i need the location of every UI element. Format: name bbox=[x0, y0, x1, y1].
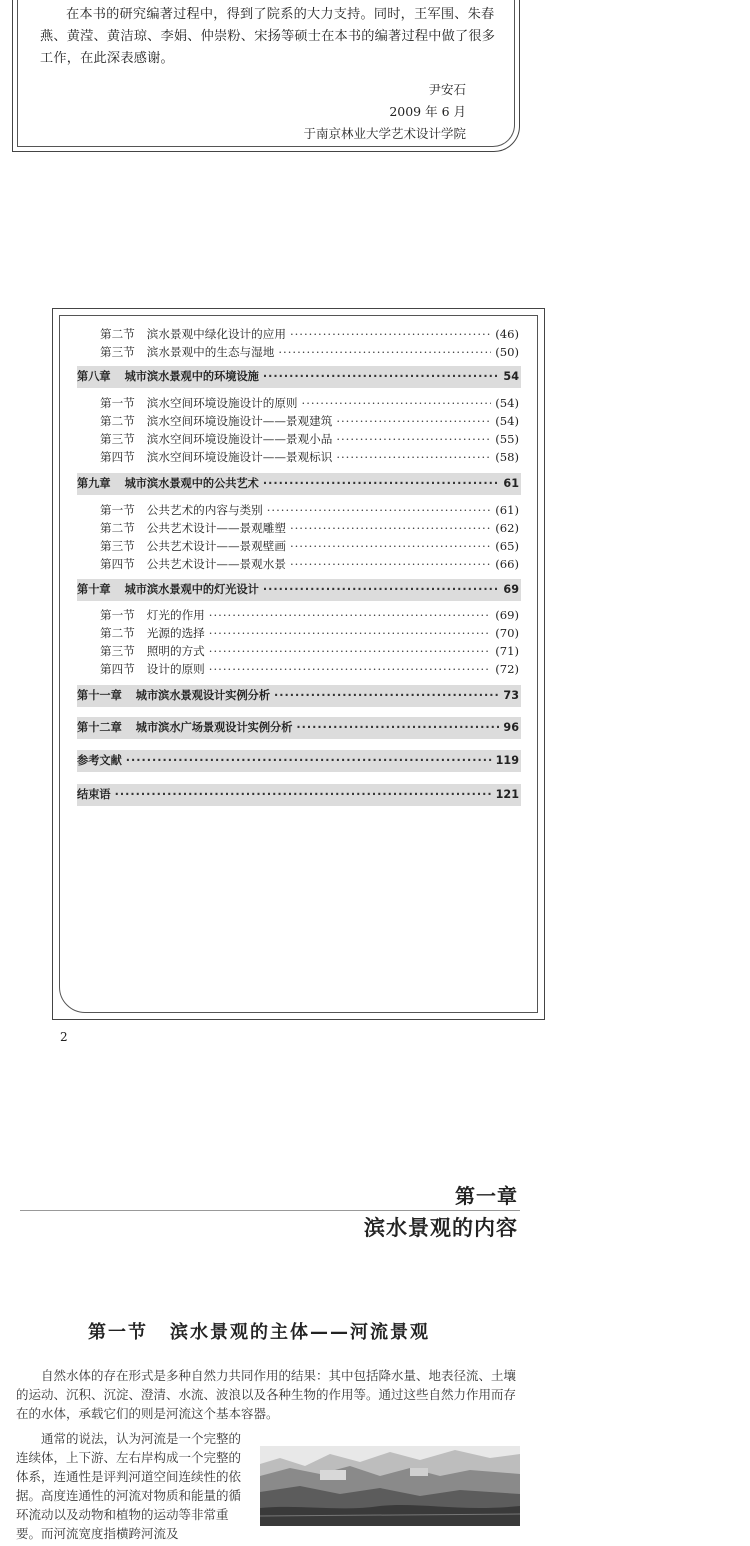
toc-entry-title: 滨水空间环境设施设计的原则 bbox=[146, 396, 298, 410]
toc-entry-title: 滨水空间环境设施设计——景观建筑 bbox=[146, 414, 333, 428]
toc-entry-title: 公共艺术设计——景观雕塑 bbox=[146, 521, 286, 535]
toc-entry-page: (55) bbox=[495, 432, 519, 446]
preface-text: 在本书的研究编著过程中，得到了院系的大力支持。同时，王军围、朱春燕、黄滢、黄洁琼、李娟、仲崇粉、宋扬等硕士在本书的编著过程中做了很多工作，在此深表感谢。 bbox=[40, 7, 496, 66]
toc-entry-number: 第三节 bbox=[100, 432, 135, 446]
toc-entry-page: (66) bbox=[495, 557, 519, 571]
toc-entry-page: (46) bbox=[495, 327, 519, 341]
toc-section-row bbox=[100, 555, 519, 573]
toc-entry-page: 96 bbox=[503, 721, 519, 734]
toc-leader-dots bbox=[263, 473, 500, 495]
toc-entry-number: 第十章 bbox=[77, 583, 111, 596]
toc-entry-title: 光源的选择 bbox=[146, 626, 205, 640]
section-title: 滨水景观的主体——河流景观 bbox=[170, 1322, 430, 1343]
toc-entry-page: 69 bbox=[503, 583, 519, 596]
preface-date: 2009 年 6 月 bbox=[389, 104, 466, 119]
toc-chapter-row bbox=[77, 579, 521, 601]
toc-entry-page: 73 bbox=[503, 689, 519, 702]
toc-leader-dots bbox=[290, 537, 491, 555]
toc-entry-title: 公共艺术设计——景观水景 bbox=[146, 557, 286, 571]
toc-section-row bbox=[100, 642, 519, 660]
toc-leader-dots bbox=[296, 717, 499, 739]
toc-chapter-row bbox=[77, 366, 521, 388]
toc-entry-number: 第四节 bbox=[100, 557, 135, 571]
toc-entry-number: 第二节 bbox=[100, 626, 135, 640]
toc-leader-dots bbox=[336, 430, 491, 448]
toc-entry-title: 设计的原则 bbox=[146, 662, 205, 676]
toc-entry-page: (54) bbox=[495, 396, 519, 410]
toc-leader-dots bbox=[263, 366, 500, 388]
toc-section-row bbox=[100, 325, 519, 343]
toc-entry-number: 第二节 bbox=[100, 327, 135, 341]
chapter-number: 第一章 bbox=[455, 1184, 518, 1208]
toc-entry-number: 第十一章 bbox=[77, 689, 122, 702]
toc-section-row bbox=[100, 343, 519, 361]
toc-leader-dots bbox=[209, 606, 491, 624]
toc-leader-dots bbox=[209, 642, 491, 660]
chapter-divider bbox=[20, 1210, 520, 1211]
toc-entry-page: (69) bbox=[495, 608, 519, 622]
toc-section-row bbox=[100, 430, 519, 448]
toc-entry-number: 第十二章 bbox=[77, 721, 122, 734]
toc-leader-dots bbox=[302, 394, 492, 412]
river-landscape-photo bbox=[260, 1446, 520, 1526]
toc-section-row bbox=[100, 660, 519, 678]
toc-entry-page: (50) bbox=[495, 345, 519, 359]
toc-leader-dots bbox=[126, 750, 492, 772]
toc-entry-page: 54 bbox=[503, 370, 519, 383]
toc-entry-title: 城市滨水景观设计实例分析 bbox=[135, 689, 271, 702]
toc-section-row bbox=[100, 537, 519, 555]
toc-entry-page: 61 bbox=[503, 477, 519, 490]
toc-entry-page: (71) bbox=[495, 644, 519, 658]
toc-section-row bbox=[100, 394, 519, 412]
toc-section-row bbox=[100, 624, 519, 642]
toc-leader-dots bbox=[336, 412, 491, 430]
toc-section-row bbox=[100, 519, 519, 537]
toc-leader-dots bbox=[267, 501, 491, 519]
toc-leader-dots bbox=[209, 660, 491, 678]
toc-leader-dots bbox=[209, 624, 491, 642]
toc-entry-number: 结束语 bbox=[77, 788, 111, 801]
toc-entry-number: 第三节 bbox=[100, 345, 135, 359]
toc-entry-title: 城市滨水景观中的公共艺术 bbox=[124, 477, 259, 490]
toc-entry-page: (58) bbox=[495, 450, 519, 464]
toc-section-row bbox=[100, 448, 519, 466]
toc-entry-title: 滨水景观中的生态与湿地 bbox=[146, 345, 275, 359]
toc-entry-number: 第一节 bbox=[100, 608, 135, 622]
toc-section-row bbox=[100, 606, 519, 624]
toc-entry-title: 灯光的作用 bbox=[146, 608, 205, 622]
toc-entry-page: (70) bbox=[495, 626, 519, 640]
preface-affiliation: 于南京林业大学艺术设计学院 bbox=[303, 126, 466, 141]
body-text-2: 通常的说法，认为河流是一个完整的连续体，上下游、左右岸构成一个完整的体系，连通性是评判河道空间连续性的依据。高度连通性的河流对物质和能量的循环流动以及动物和植物的运动等非常重要。而河流宽度指横跨河流及 bbox=[16, 1431, 242, 1541]
toc-entry-number: 第二节 bbox=[100, 521, 135, 535]
toc-entry-number: 第二节 bbox=[100, 414, 135, 428]
toc-leader-dots bbox=[115, 784, 492, 806]
toc-entry-page: (65) bbox=[495, 539, 519, 553]
toc-entry-title: 滨水景观中绿化设计的应用 bbox=[146, 327, 286, 341]
toc-section-row bbox=[100, 412, 519, 430]
toc-entry-number: 第四节 bbox=[100, 450, 135, 464]
toc-leader-dots bbox=[336, 448, 491, 466]
toc-entry-page: 119 bbox=[495, 754, 519, 767]
toc-chapter-row bbox=[77, 685, 521, 707]
toc-chapter-row bbox=[77, 473, 521, 495]
toc-leader-dots bbox=[290, 555, 491, 573]
page-number: 2 bbox=[60, 1030, 68, 1044]
toc-entry-title: 公共艺术设计——景观壁画 bbox=[146, 539, 286, 553]
toc-entry-page: 121 bbox=[495, 788, 519, 801]
body-text-1: 自然水体的存在形式是多种自然力共同作用的结果：其中包括降水量、地表径流、土壤的运动、沉积、沉淀、澄清、水流、波浪以及各种生物的作用等。通过这些自然力作用而存在的水体，承载它们的则是河流这个基本容器。 bbox=[16, 1368, 517, 1421]
toc-leader-dots bbox=[278, 343, 491, 361]
preface-paragraph bbox=[40, 4, 500, 70]
chapter-title: 滨水景观的内容 bbox=[364, 1215, 518, 1240]
toc-entry-page: (61) bbox=[495, 503, 519, 517]
body-paragraph-1 bbox=[16, 1366, 522, 1423]
toc-entry-number: 第八章 bbox=[77, 370, 111, 383]
toc-entry-title: 滨水空间环境设施设计——景观小品 bbox=[146, 432, 333, 446]
preface-author: 尹安石 bbox=[428, 82, 466, 97]
toc-entry-page: (54) bbox=[495, 414, 519, 428]
toc-chapter-row bbox=[77, 717, 521, 739]
toc-entry-title: 滨水空间环境设施设计——景观标识 bbox=[146, 450, 333, 464]
section-heading bbox=[88, 1318, 430, 1344]
toc-leader-dots bbox=[290, 519, 491, 537]
toc-leader-dots bbox=[263, 579, 500, 601]
toc-chapter-row bbox=[77, 784, 521, 806]
toc-entry-number: 第九章 bbox=[77, 477, 111, 490]
toc-entry-title: 城市滨水景观中的灯光设计 bbox=[124, 583, 259, 596]
toc-entry-number: 第三节 bbox=[100, 644, 135, 658]
body-paragraph-2 bbox=[16, 1429, 252, 1543]
toc-entry-title: 城市滨水广场景观设计实例分析 bbox=[135, 721, 293, 734]
toc-entry-page: (62) bbox=[495, 521, 519, 535]
toc-entry-title: 照明的方式 bbox=[146, 644, 205, 658]
toc-entry-number: 第四节 bbox=[100, 662, 135, 676]
toc-entry-page: (72) bbox=[495, 662, 519, 676]
toc-chapter-row bbox=[77, 750, 521, 772]
toc-entry-title: 城市滨水景观中的环境设施 bbox=[124, 370, 259, 383]
toc-entry-number: 第一节 bbox=[100, 503, 135, 517]
toc-section-row bbox=[100, 501, 519, 519]
toc-leader-dots bbox=[274, 685, 499, 707]
toc-leader-dots bbox=[290, 325, 491, 343]
toc-entry-number: 参考文献 bbox=[77, 754, 122, 767]
toc-entry-number: 第一节 bbox=[100, 396, 135, 410]
toc-entry-title: 公共艺术的内容与类别 bbox=[146, 503, 263, 517]
section-number: 第一节 bbox=[88, 1322, 148, 1343]
toc-entry-number: 第三节 bbox=[100, 539, 135, 553]
